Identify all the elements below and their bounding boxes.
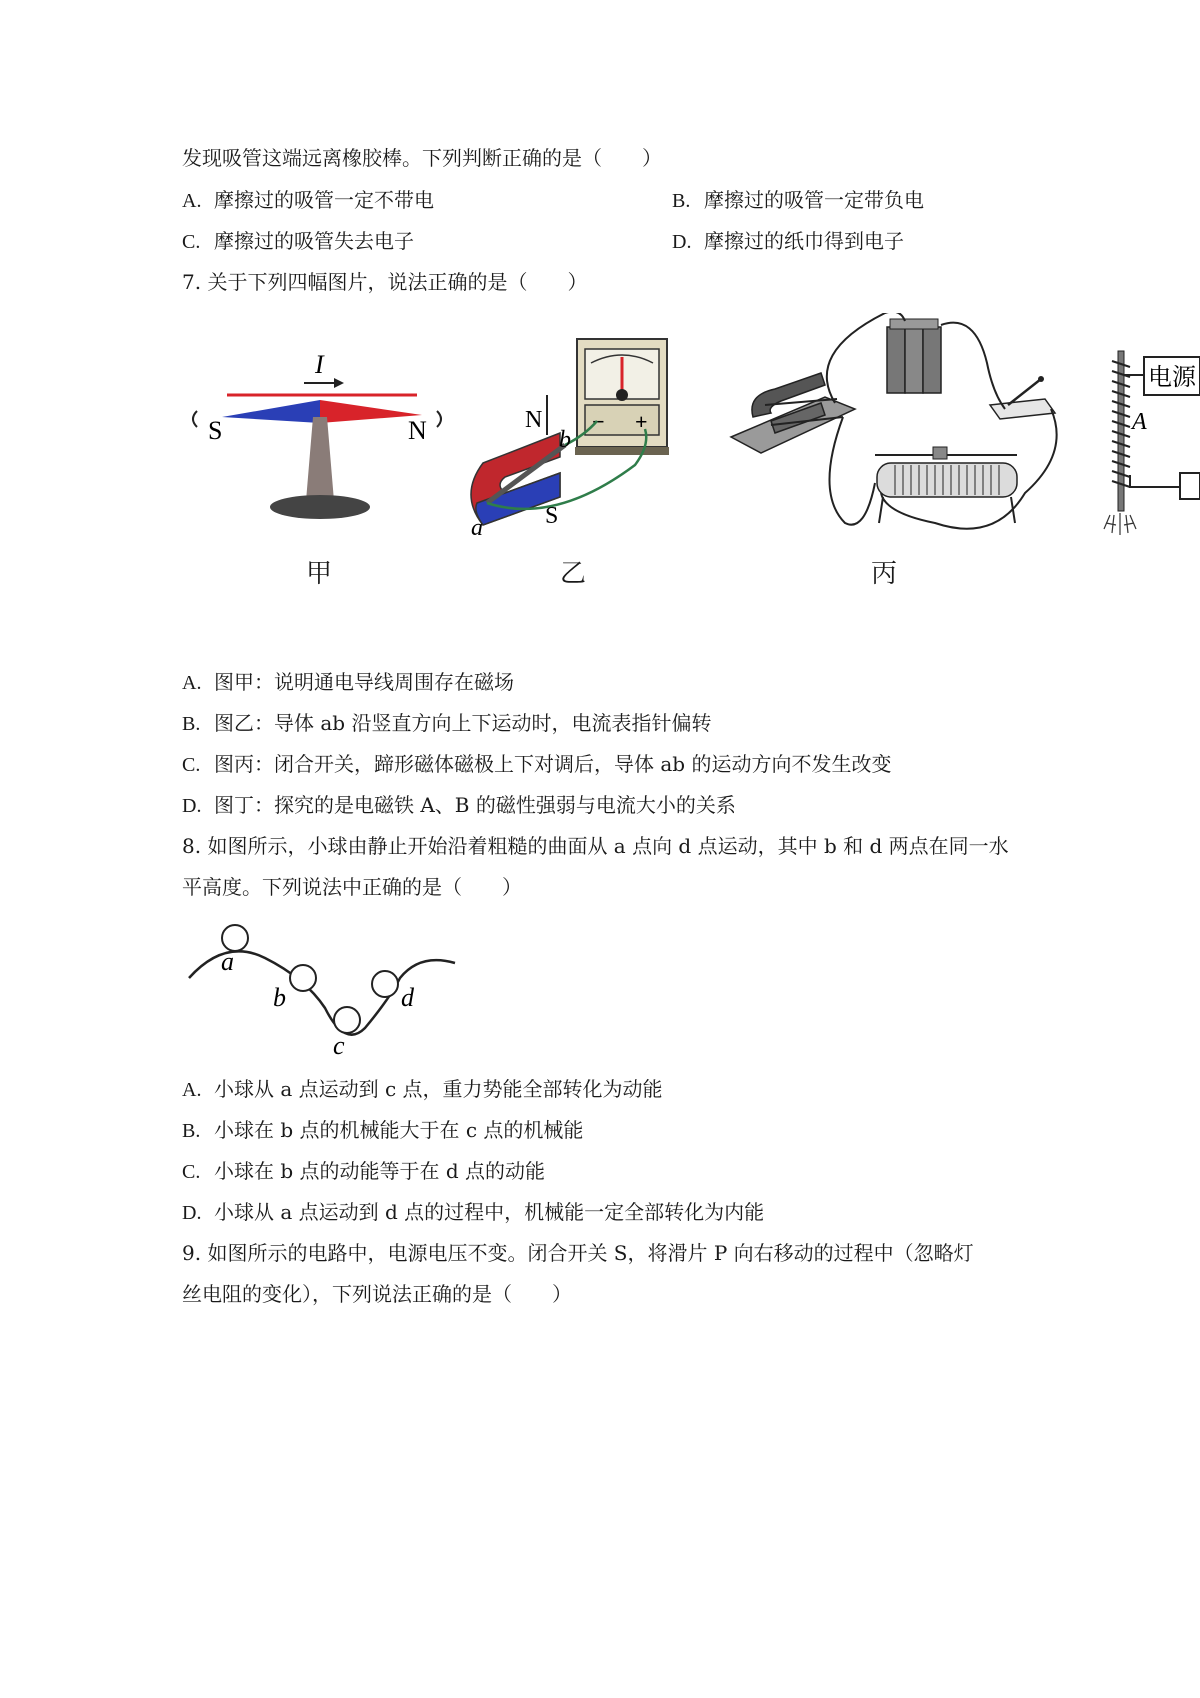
needle-north-half [320, 400, 422, 423]
label-a: a [471, 515, 483, 541]
wire-battery-switch [941, 323, 1005, 409]
figure-ding [1100, 345, 1200, 545]
option-letter: D. [672, 231, 692, 253]
label-c: c [333, 1031, 345, 1058]
knife-switch [990, 376, 1055, 419]
option-letter: B. [182, 713, 201, 735]
q7-stem: 7. 关于下列四幅图片，说法正确的是（ ） [182, 270, 588, 294]
current-arrow-head [334, 378, 344, 388]
option-letter: A. [182, 1079, 202, 1101]
label-b: b [273, 983, 286, 1012]
wire-magnet-rheostat [829, 417, 875, 525]
sliding-rheostat [875, 447, 1017, 523]
ball-d [372, 971, 398, 997]
pointer-pivot [616, 389, 628, 401]
option-letter: A. [182, 672, 202, 694]
coil-a-label: A [1132, 409, 1147, 435]
option-letter: C. [182, 754, 201, 776]
q8-option-a [182, 1074, 663, 1105]
q8-option-c [182, 1156, 545, 1187]
q6-option-a [182, 185, 434, 216]
option-text: 图甲：说明通电导线周围存在磁场 [214, 670, 514, 694]
pole-n-label: N [408, 416, 427, 445]
battery-pack [887, 319, 941, 393]
option-text: 小球从 a 点运动到 d 点的过程中，机械能一定全部转化为内能 [214, 1200, 765, 1224]
option-text: 摩擦过的吸管一定不带电 [214, 188, 434, 212]
q8-option-b [182, 1115, 583, 1146]
option-letter: D. [182, 795, 202, 817]
q6-stem-tail: 发现吸管这端远离橡胶棒。下列判断正确的是（ ） [182, 146, 662, 170]
option-text: 小球在 b 点的机械能大于在 c 点的机械能 [214, 1118, 584, 1142]
figure-caption-jia: 甲 [306, 559, 333, 589]
option-letter: B. [672, 190, 691, 212]
ball-b [290, 965, 316, 991]
option-letter: A. [182, 190, 202, 212]
option-letter: D. [182, 1202, 202, 1224]
q8-stem-line-2: 平高度。下列说法中正确的是（ ） [182, 875, 522, 899]
q9-stem-line-2: 丝电阻的变化），下列说法正确的是（ ） [182, 1282, 572, 1306]
plus-terminal-label: + [635, 409, 648, 434]
iron-filings [1104, 513, 1136, 535]
figure-bing [725, 313, 1075, 543]
component-box [1180, 473, 1200, 499]
magnet-track-apparatus [731, 373, 855, 453]
rotation-arrow-right [437, 411, 441, 427]
current-label: I [315, 350, 324, 379]
figure-jia [182, 345, 452, 535]
option-text: 摩擦过的吸管失去电子 [214, 229, 414, 253]
option-text: 图丁：探究的是电磁铁 A、B 的磁性强弱与电流大小的关系 [214, 793, 736, 817]
pole-n-label: N [525, 407, 543, 433]
label-b: b [559, 427, 571, 453]
option-letter: C. [182, 1161, 201, 1183]
q7-option-c [182, 749, 891, 780]
q9-stem-line-1: 9. 如图所示的电路中，电源电压不变。闭合开关 S，将滑片 P 向右移动的过程中（忽略灯 [182, 1241, 974, 1265]
q7-option-d [182, 790, 736, 821]
option-text: 图乙：导体 ab 沿竖直方向上下运动时，电流表指针偏转 [214, 711, 712, 735]
option-text: 摩擦过的纸巾得到电子 [704, 229, 904, 253]
minus-terminal-label: − [592, 409, 605, 434]
rotation-arrow-left [193, 411, 197, 427]
q6-option-d [672, 226, 904, 257]
option-text: 小球从 a 点运动到 c 点，重力势能全部转化为动能 [214, 1077, 663, 1101]
option-text: 图丙：闭合开关，蹄形磁体磁极上下对调后，导体 ab 的运动方向不发生改变 [214, 752, 892, 776]
ball-c [334, 1007, 360, 1033]
needle-stand [306, 417, 334, 501]
q6-option-b [672, 185, 924, 216]
pole-s-label: S [208, 416, 223, 445]
q7-option-a [182, 667, 514, 698]
figure-caption-yi: 乙 [560, 559, 587, 589]
q6-option-c [182, 226, 414, 257]
power-supply-label: 电源 [1148, 365, 1196, 391]
q8-stem-line-1: 8. 如图所示，小球由静止开始沿着粗糙的曲面从 a 点向 d 点运动，其中 b 和 d 两点在同一水 [182, 834, 1009, 858]
option-letter: C. [182, 231, 201, 253]
q7-option-b [182, 708, 711, 739]
needle-south-half [222, 400, 320, 423]
option-text: 摩擦过的吸管一定带负电 [704, 188, 924, 212]
figure-yi [465, 335, 680, 545]
figure-caption-bing: 丙 [871, 559, 898, 589]
stand-base [270, 495, 370, 519]
label-d: d [401, 983, 414, 1012]
option-letter: B. [182, 1120, 201, 1142]
pole-s-label: S [545, 503, 559, 529]
wire-to-box [1130, 480, 1180, 487]
label-a: a [221, 947, 234, 976]
galvanometer-base [575, 447, 669, 455]
figure-q8-curve [185, 918, 465, 1058]
option-text: 小球在 b 点的动能等于在 d 点的动能 [214, 1159, 546, 1183]
q8-option-d [182, 1197, 764, 1228]
